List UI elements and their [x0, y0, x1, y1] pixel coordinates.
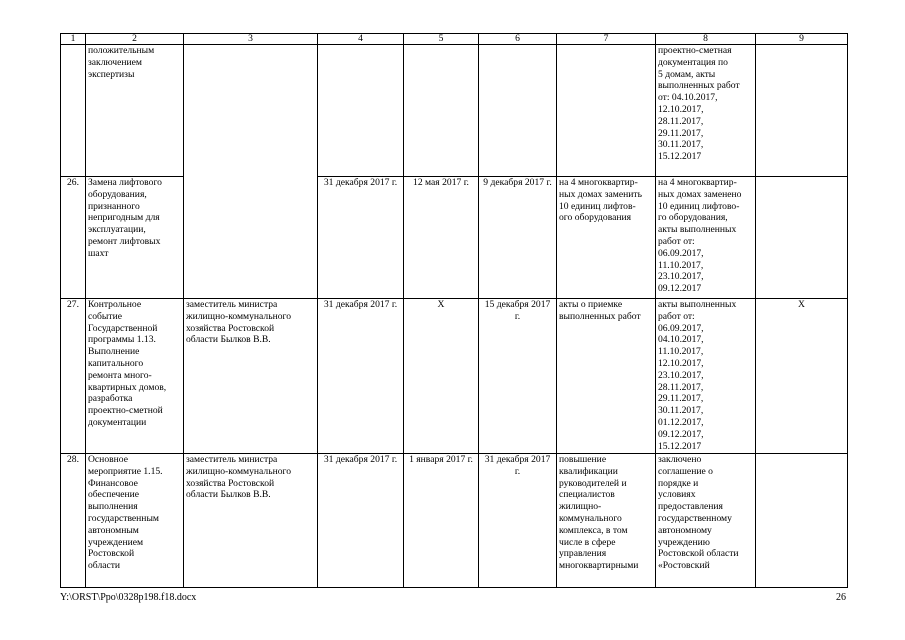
- actual-result-line: 29.11.2017,: [658, 127, 704, 139]
- actual-result-line: 09.12.2017,: [658, 428, 704, 440]
- expected-result: [557, 454, 656, 588]
- actual-result-line: 30.11.2017,: [658, 139, 704, 151]
- actual-result: [656, 299, 756, 454]
- row-number: 27.: [61, 299, 86, 454]
- actual-result-line: автономному: [658, 524, 712, 536]
- expected-result-line: многоквартирными: [559, 560, 639, 572]
- actual-result: [656, 177, 756, 299]
- actual-result-line: го оборудования,: [658, 212, 728, 224]
- actual-result-line: работ от:: [658, 310, 695, 322]
- note-cell: [756, 177, 848, 299]
- measure-name-line: заключением: [88, 56, 142, 68]
- actual-result-line: акты выполненных: [658, 299, 737, 310]
- actual-result-line: проектно-сметная: [658, 45, 732, 56]
- report-table: [60, 33, 848, 588]
- header-cell: 9: [756, 34, 848, 45]
- measure-name-line: разработка: [88, 393, 133, 405]
- row-number: [61, 45, 86, 177]
- measure-name-line: событие: [88, 310, 122, 322]
- expected-result-line: акты о приемке: [559, 299, 623, 310]
- planned-date: [318, 45, 404, 177]
- measure-name-line: экспертизы: [88, 68, 135, 80]
- table-row: [61, 454, 848, 588]
- measure-name-line: Ростовской: [88, 548, 135, 560]
- actual-result-line: на 4 многоквартир-: [658, 177, 737, 188]
- responsible-executor-line: жилищно-коммунального: [186, 310, 291, 322]
- measure-name-line: Финансовое: [88, 477, 138, 489]
- measure-name-line: положительным: [88, 45, 155, 56]
- actual-result-line: работ от:: [658, 235, 695, 247]
- measure-name-line: непригодным для: [88, 212, 160, 224]
- expected-result-line: ого оборудования: [559, 212, 632, 224]
- measure-name-line: ремонт лифтовых: [88, 235, 161, 247]
- actual-end-date: [479, 45, 557, 177]
- responsible-executor: [184, 454, 318, 588]
- expected-result: [557, 177, 656, 299]
- measure-name-line: Замена лифтового: [88, 177, 162, 188]
- responsible-executor-line: заместитель министра: [186, 454, 278, 465]
- file-path: Y:\ORST\Ppo\0328p198.f18.docx: [60, 592, 197, 603]
- actual-result-line: 28.11.2017,: [658, 381, 704, 393]
- measure-name: [86, 45, 184, 177]
- page-number: 26: [836, 592, 846, 603]
- expected-result-line: специалистов: [559, 489, 615, 501]
- actual-result-line: 30.11.2017,: [658, 405, 704, 417]
- responsible-executor-line: области Былков В.В.: [186, 334, 271, 346]
- actual-result-line: 11.10.2017,: [658, 346, 704, 358]
- measure-name: [86, 454, 184, 588]
- responsible-executor: [184, 45, 318, 299]
- actual-result-line: Ростовской области: [658, 548, 739, 560]
- actual-result-line: «Ростовский: [658, 560, 710, 572]
- responsible-executor-line: хозяйства Ростовской: [186, 322, 275, 334]
- note-cell: [756, 454, 848, 588]
- actual-result-line: выполненных работ: [658, 80, 740, 92]
- responsible-executor-line: области Былков В.В.: [186, 489, 271, 501]
- measure-name-line: квартирных домов,: [88, 381, 167, 393]
- expected-result-line: управления: [559, 548, 607, 560]
- expected-result-line: на 4 многоквартир-: [559, 177, 638, 188]
- actual-result-line: учреждению: [658, 536, 710, 548]
- responsible-executor-line: заместитель министра: [186, 299, 278, 310]
- actual-result-line: 5 домам, акты: [658, 68, 716, 80]
- expected-result: [557, 299, 656, 454]
- measure-name: [86, 299, 184, 454]
- measure-name-line: учреждением: [88, 536, 144, 548]
- actual-start-date: 1 января 2017 г.: [404, 454, 479, 588]
- measure-name-line: оборудования,: [88, 188, 147, 200]
- actual-result-line: 06.09.2017,: [658, 247, 704, 259]
- actual-result-line: 04.10.2017,: [658, 334, 704, 346]
- measure-name-line: признанного: [88, 200, 140, 212]
- expected-result-line: комплекса, в том: [559, 524, 628, 536]
- measure-name-line: Выполнение: [88, 346, 140, 358]
- actual-result-line: 01.12.2017,: [658, 416, 704, 428]
- actual-result-line: предоставления: [658, 501, 723, 513]
- expected-result-line: 10 единиц лифтов-: [559, 200, 636, 212]
- expected-result-line: руководителей и: [559, 477, 627, 489]
- responsible-executor-line: хозяйства Ростовской: [186, 477, 275, 489]
- measure-name-line: обеспечение: [88, 489, 140, 501]
- header-cell: 2: [86, 34, 184, 45]
- actual-result-line: документация по: [658, 56, 728, 68]
- actual-result: [656, 45, 756, 177]
- planned-date: 31 декабря 2017 г.: [318, 454, 404, 588]
- measure-name-line: документации: [88, 416, 147, 428]
- expected-result-line: квалификации: [559, 465, 618, 477]
- header-cell: 7: [557, 34, 656, 45]
- actual-end-date: 31 декабря 2017 г.: [479, 454, 557, 588]
- planned-date: 31 декабря 2017 г.: [318, 177, 404, 299]
- responsible-executor: [184, 299, 318, 454]
- header-cell: 8: [656, 34, 756, 45]
- actual-result-line: акты выполненных: [658, 224, 737, 236]
- actual-start-date: [404, 45, 479, 177]
- measure-name-line: проектно-сметной: [88, 405, 163, 417]
- responsible-executor-line: жилищно-коммунального: [186, 465, 291, 477]
- header-cell: 3: [184, 34, 318, 45]
- actual-end-date: 15 декабря 2017 г.: [479, 299, 557, 454]
- actual-start-date: 12 мая 2017 г.: [404, 177, 479, 299]
- actual-result-line: условиях: [658, 489, 696, 501]
- measure-name-line: выполнения: [88, 501, 138, 513]
- measure-name-line: Контрольное: [88, 299, 142, 310]
- expected-result: [557, 45, 656, 177]
- actual-result-line: 23.10.2017,: [658, 369, 704, 381]
- header-cell: 5: [404, 34, 479, 45]
- expected-result-line: ных домах заменить: [559, 188, 642, 200]
- table-row: [61, 45, 848, 177]
- measure-name-line: области: [88, 560, 121, 572]
- expected-result-line: коммунального: [559, 512, 622, 524]
- planned-date: 31 декабря 2017 г.: [318, 299, 404, 454]
- measure-name-line: государственным: [88, 512, 159, 524]
- row-number: 28.: [61, 454, 86, 588]
- expected-result-line: выполненных работ: [559, 310, 641, 322]
- measure-name-line: эксплуатации,: [88, 224, 146, 236]
- measure-name-line: капитального: [88, 357, 144, 369]
- actual-result-line: 29.11.2017,: [658, 393, 704, 405]
- note-cell: X: [756, 299, 848, 454]
- actual-result-line: порядке и: [658, 477, 699, 489]
- measure-name-line: Государственной: [88, 322, 158, 334]
- actual-result-line: 11.10.2017,: [658, 259, 704, 271]
- table-row: [61, 177, 848, 299]
- actual-result-line: соглашение о: [658, 465, 713, 477]
- actual-result-line: 15.12.2017: [658, 440, 702, 452]
- actual-result-line: заключено: [658, 454, 702, 465]
- actual-result-line: 15.12.2017: [658, 151, 702, 163]
- measure-name: [86, 177, 184, 299]
- header-cell: 6: [479, 34, 557, 45]
- actual-result-line: 09.12.2017: [658, 283, 702, 295]
- measure-name-line: ремонта много-: [88, 369, 152, 381]
- actual-result-line: государственному: [658, 512, 732, 524]
- expected-result-line: повышение: [559, 454, 607, 465]
- actual-result-line: 12.10.2017,: [658, 357, 704, 369]
- expected-result-line: жилищно-: [559, 501, 602, 513]
- table-row: [61, 299, 848, 454]
- actual-result-line: 10 единиц лифтово-: [658, 200, 740, 212]
- header-cell: 4: [318, 34, 404, 45]
- measure-name-line: Основное: [88, 454, 128, 465]
- measure-name-line: программы 1.13.: [88, 334, 156, 346]
- actual-result-line: 28.11.2017,: [658, 115, 704, 127]
- expected-result-line: числе в сфере: [559, 536, 616, 548]
- actual-result-line: 23.10.2017,: [658, 271, 704, 283]
- column-number-header: [61, 34, 848, 45]
- actual-result-line: 06.09.2017,: [658, 322, 704, 334]
- measure-name-line: шахт: [88, 247, 109, 259]
- measure-name-line: мероприятие 1.15.: [88, 465, 163, 477]
- actual-result: [656, 454, 756, 588]
- row-number: 26.: [61, 177, 86, 299]
- measure-name-line: автономным: [88, 524, 139, 536]
- actual-end-date: 9 декабря 2017 г.: [479, 177, 557, 299]
- actual-result-line: ных домах заменено: [658, 188, 742, 200]
- actual-result-line: от: 04.10.2017,: [658, 92, 718, 104]
- actual-start-date: X: [404, 299, 479, 454]
- note-cell: [756, 45, 848, 177]
- header-cell: 1: [61, 34, 86, 45]
- actual-result-line: 12.10.2017,: [658, 103, 704, 115]
